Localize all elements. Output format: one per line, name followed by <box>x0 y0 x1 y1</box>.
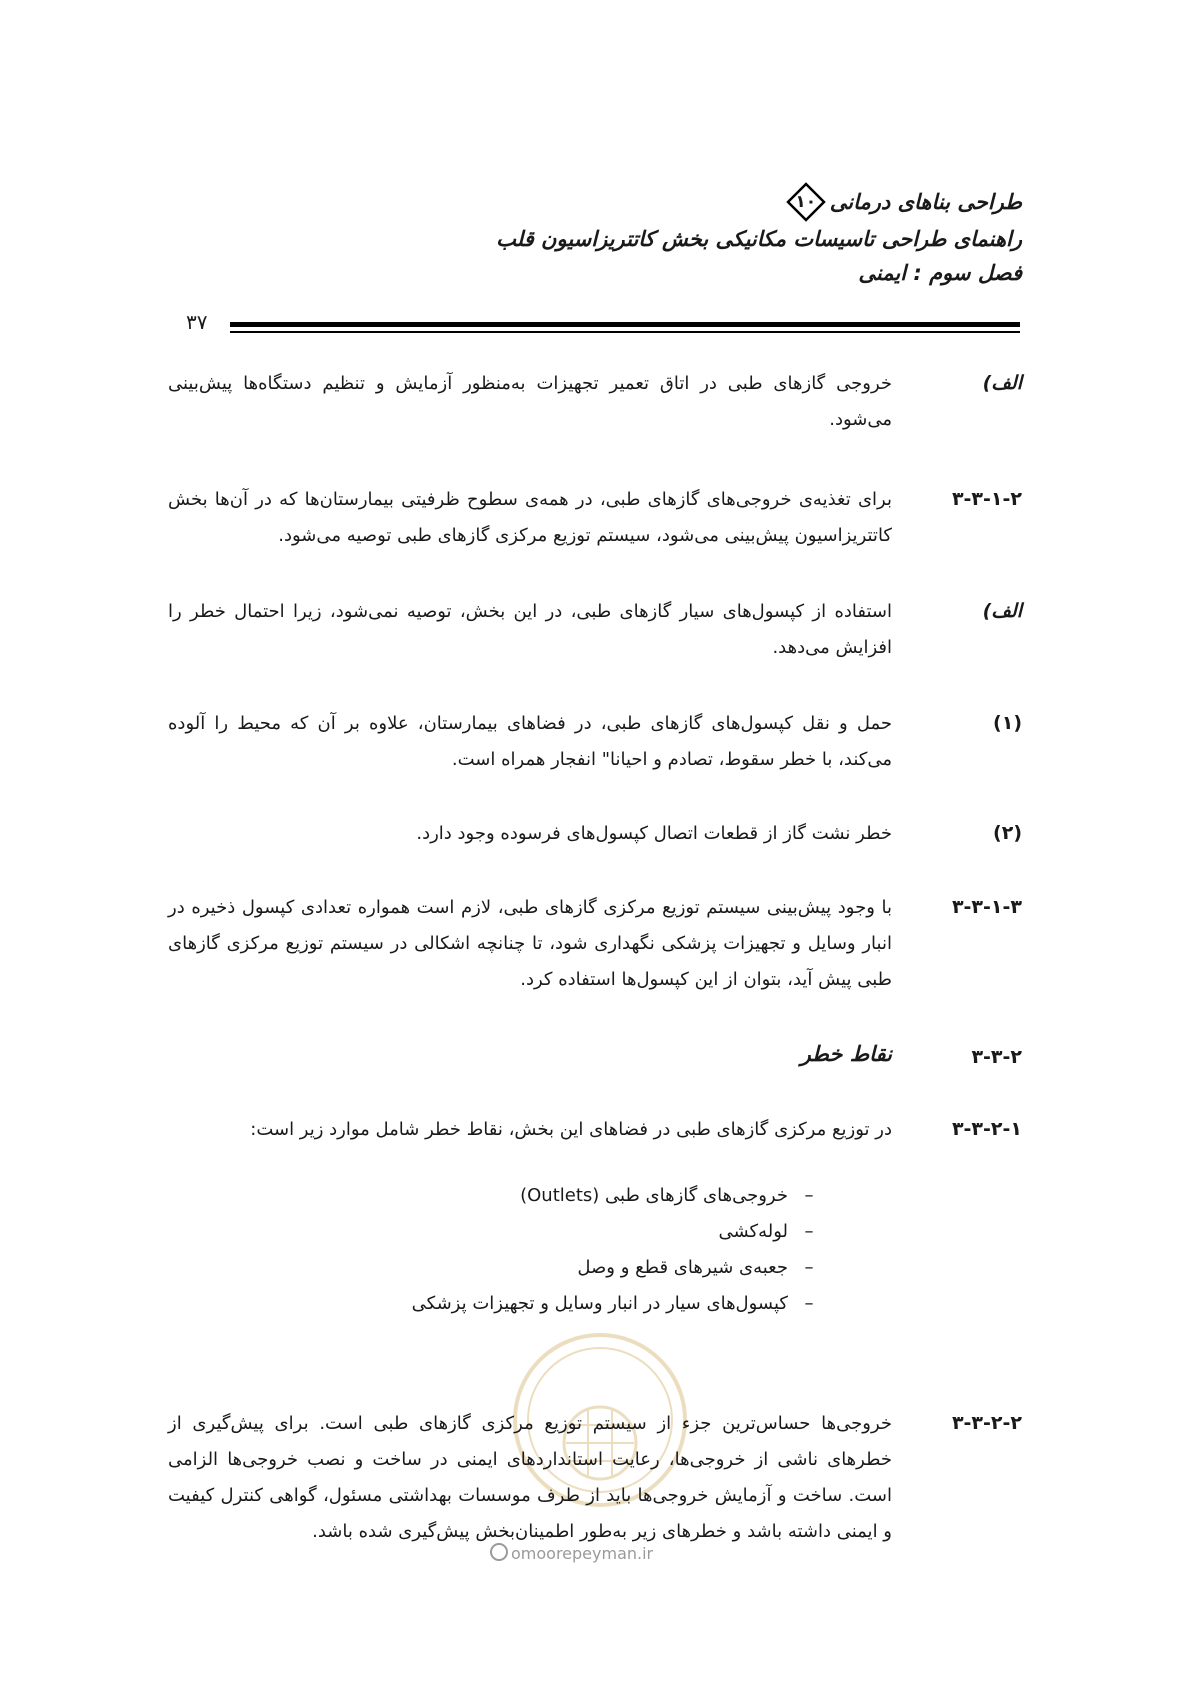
series-line <box>496 182 1022 222</box>
section-label: ۳-۳-۲ <box>971 1046 1022 1068</box>
section-text: با وجود پیش‌بینی سیستم توزیع مرکزی گازهای طبی، لازم است همواره تعدادی کپسول ذخیره در انبار وسایل و تجهیزات پزشکی نگهداری شود، تا چنانچه اشکالی در سیستم توزیع مرکزی گازهای طبی پیش آید، بتوان از این کپسول‌ها استفاده کرد. <box>168 897 892 990</box>
page-number: ۳۷ <box>186 310 208 334</box>
section-text: برای تغذیه‌ی خروجی‌های گازهای طبی، در همه‌ی سطوح ظرفیتی بیمارستان‌ها که در آن‌ها بخش کاتتریزاسیون پیش‌بینی می‌شود، سیستم توزیع مرکزی گازهای طبی توصیه می‌شود. <box>168 489 892 546</box>
document-title: راهنمای طراحی تاسیسات مکانیکی بخش کاتتریزاسیون قلب <box>496 227 1022 251</box>
section-label: ۳-۳-۱-۲ <box>951 488 1022 510</box>
section-label: ۳-۳-۱-۳ <box>951 896 1022 918</box>
section-text: در توزیع مرکزی گازهای طبی در فضاهای این بخش، نقاط خطر شامل موارد زیر است: <box>250 1119 892 1140</box>
chapter-title: فصل سوم : ایمنی <box>858 261 1022 285</box>
document-header <box>496 182 1022 290</box>
section-label: ۳-۳-۲-۱ <box>951 1118 1022 1140</box>
list-item: –خروجی‌های گازهای طبی (Outlets) <box>520 1185 814 1206</box>
risk-points-list <box>412 1178 830 1322</box>
section-label: (۲) <box>993 822 1022 844</box>
list-item: –جعبه‌ی شیرهای قطع و وصل <box>577 1257 814 1278</box>
section-label: الف) <box>982 600 1022 622</box>
section-text: حمل و نقل کپسول‌های گازهای طبی، در فضاهای بیمارستان، علاوه بر آن که محیط را آلوده می‌کند، با خطر سقوط، تصادم و احیانا" انفجار همراه است. <box>168 713 892 770</box>
section-text: خطر نشت گاز از قطعات اتصال کپسول‌های فرسوده وجود دارد. <box>416 823 892 844</box>
list-item: –کپسول‌های سیار در انبار وسایل و تجهیزات پزشکی <box>411 1293 814 1314</box>
section-text: استفاده از کپسول‌های سیار گازهای طبی، در این بخش، توصیه نمی‌شود، زیرا احتمال خطر را افزایش می‌دهد. <box>168 601 892 658</box>
watermark <box>490 1543 653 1563</box>
volume-diamond-badge <box>786 182 826 222</box>
watermark-text: omoorepeyman.ir <box>511 1544 654 1563</box>
list-item: –لوله‌کشی <box>718 1221 814 1242</box>
section-label: الف) <box>982 372 1022 394</box>
section-label: (۱) <box>993 712 1022 734</box>
at-icon <box>490 1543 508 1561</box>
header-rule-thick <box>230 322 1020 327</box>
section-heading: نقاط خطر <box>800 1042 892 1066</box>
section-label: ۳-۳-۲-۲ <box>951 1412 1022 1434</box>
volume-number: ۱۰ <box>795 192 817 212</box>
header-rule-thin <box>230 331 1020 333</box>
series-title: طراحی بناهای درمانی <box>829 190 1022 214</box>
section-text: خروجی گازهای طبی در اتاق تعمیر تجهیزات به‌منظور آزمایش و تنظیم دستگاه‌ها پیش‌بینی می‌شود. <box>168 373 892 430</box>
section-text: خروجی‌ها حساس‌ترین جزء از سیستم توزیع مرکزی گازهای طبی است. برای پیش‌گیری از خطرهای ناشی از خروجی‌ها، رعایت استانداردهای ایمنی در ساخت و نصب خروجی‌ها الزامی است. ساخت و آزمایش خروجی‌ها باید از طرف موسسات بهداشتی مسئول، گواهی کنترل کیفیت و ایمنی داشته باشد و خطرهای زیر به‌طور اطمینان‌بخش پیش‌گیری شده باشد. <box>168 1413 892 1542</box>
